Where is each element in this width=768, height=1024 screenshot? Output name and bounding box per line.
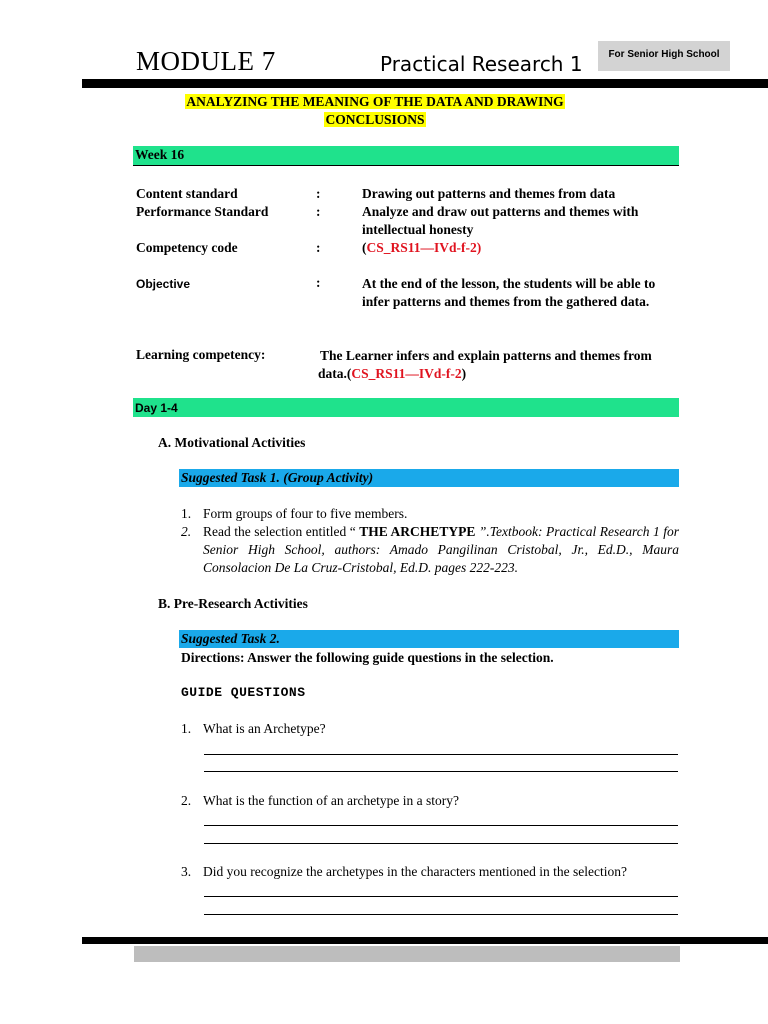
section-b-heading: B. Pre-Research Activities [158, 596, 308, 611]
colon: : [316, 275, 321, 290]
content-standard-value: Drawing out patterns and themes from data [362, 186, 616, 201]
list-text: Form groups of four to five members. [203, 506, 408, 521]
performance-standard-value: Analyze and draw out patterns and themes with intellectual honesty [362, 204, 639, 237]
question-number: 3. [181, 864, 192, 879]
colon: : [316, 240, 321, 255]
list-number: 1. [181, 506, 192, 521]
learning-competency-text: The Learner infers and explain patterns and themes from data.( [318, 348, 652, 381]
answer-line[interactable] [204, 896, 678, 897]
answer-line[interactable] [204, 843, 678, 844]
task-1-label: Suggested Task 1. (Group Activity) [181, 470, 374, 485]
competency-code-value [362, 239, 680, 257]
answer-line[interactable] [204, 914, 678, 915]
competency-code: CS_RS11—IVd-f-2) [366, 240, 482, 255]
learning-competency-close: ) [461, 366, 467, 381]
performance-standard-label: Performance Standard [136, 204, 269, 219]
guide-question [181, 721, 326, 737]
footer-bar [134, 946, 680, 962]
list-text-prefix: Read the selection entitled “ [203, 524, 360, 539]
guide-question [181, 793, 459, 809]
list-number: 2. [181, 524, 192, 539]
learning-competency-code: CS_RS11—IVd-f-2 [351, 366, 462, 381]
task-1-bar [179, 469, 679, 487]
guide-questions-heading: GUIDE QUESTIONS [181, 685, 306, 700]
list-text-bold: THE ARCHETYPE [359, 524, 479, 539]
objective-value: At the end of the lesson, the students will be able to infer patterns and themes from the gathered data. [362, 276, 656, 309]
content-standard-label: Content standard [136, 186, 238, 201]
question-number: 2. [181, 793, 192, 808]
course-title: Practical Research 1 [380, 52, 583, 76]
question-number: 1. [181, 721, 192, 736]
directions: Directions: Answer the following guide questions in the selection. [181, 650, 554, 665]
week-bar [133, 146, 679, 166]
question-text: What is the function of an archetype in a story? [203, 793, 460, 808]
document-title [140, 93, 610, 129]
answer-line[interactable] [204, 771, 678, 772]
question-text: What is an Archetype? [203, 721, 326, 736]
header-rule [82, 79, 768, 88]
task-2-bar [179, 630, 679, 648]
title-line-2: CONCLUSIONS [325, 112, 425, 127]
objective-label: Objective [136, 277, 191, 291]
colon: : [316, 204, 321, 219]
footer-rule [82, 937, 768, 944]
audience-badge: For Senior High School [598, 41, 730, 71]
section-a-list [181, 505, 679, 577]
learning-competency-label: Learning competency: [136, 347, 266, 362]
day-label: Day 1-4 [135, 401, 178, 415]
question-text: Did you recognize the archetypes in the characters mentioned in the selection? [203, 864, 627, 879]
week-label: Week 16 [135, 147, 185, 162]
day-bar [133, 398, 679, 417]
task-2-label: Suggested Task 2. [181, 631, 280, 646]
list-item [181, 523, 679, 577]
list-item [181, 505, 679, 523]
competency-code-label: Competency code [136, 240, 238, 255]
answer-line[interactable] [204, 825, 678, 826]
colon: : [316, 186, 321, 201]
section-a-heading: A. Motivational Activities [158, 435, 306, 450]
module-title: MODULE 7 [136, 46, 276, 76]
learning-competency-value [318, 347, 680, 383]
guide-question [181, 864, 627, 880]
answer-line[interactable] [204, 754, 678, 755]
list-text-suffix: ”.Textbook: Practical Research 1 for Senior High School, authors: Amado Pangilinan Cristobal, Jr., Ed.D., Maura Consolacion De La Cruz-Cristobal, Ed.D. pages 222-223. [203, 524, 679, 575]
competency-paren: ( [362, 240, 367, 255]
title-line-1: ANALYZING THE MEANING OF THE DATA AND DRAWING [186, 94, 564, 109]
